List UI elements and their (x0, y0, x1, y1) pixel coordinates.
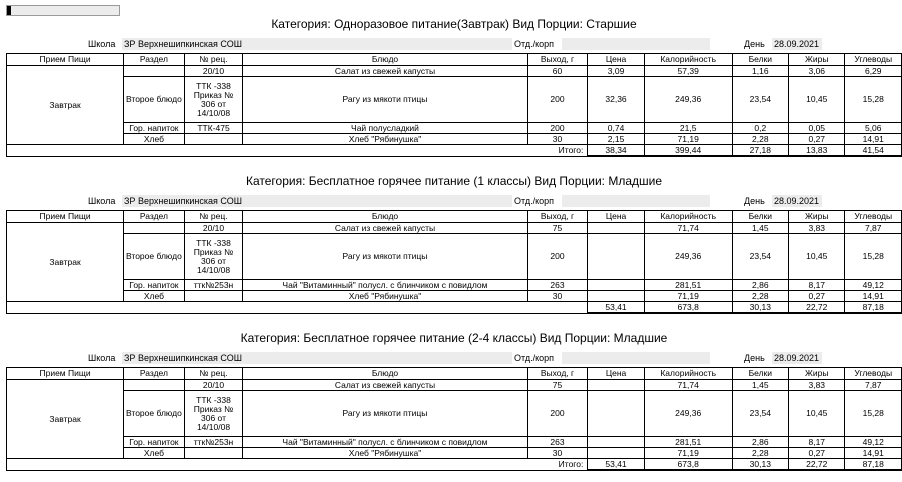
calories-cell: 71,19 (644, 291, 732, 302)
protein-cell: 1,45 (732, 380, 788, 391)
section-cell: Хлеб (124, 291, 185, 302)
output-cell: 200 (527, 77, 588, 123)
price-cell (588, 234, 644, 280)
protein-cell: 1,45 (732, 223, 788, 234)
header-calories: Калорийность (644, 54, 732, 66)
recipe-cell: ттк№253н (184, 280, 243, 291)
header-price: Цена (588, 368, 644, 380)
calories-cell: 249,36 (644, 234, 732, 280)
menu-table (6, 210, 902, 314)
total-fat: 22,72 (789, 459, 845, 471)
recipe-cell: 20/10 (184, 380, 243, 391)
carbs-cell: 14,91 (845, 134, 902, 145)
total-protein: 30,13 (732, 459, 788, 471)
day-label: День (744, 353, 765, 363)
school-value: ЗР Верхнешипкинская СОШ (122, 195, 512, 207)
section-cell: Хлеб (124, 448, 185, 459)
header-protein: Белки (732, 211, 788, 223)
school-info-row (6, 352, 902, 364)
output-cell: 75 (527, 223, 588, 234)
meal-cell: Завтрак (7, 223, 124, 302)
output-cell: 200 (527, 234, 588, 280)
school-label: Школа (88, 196, 116, 206)
otd-label: Отд./корп (514, 196, 554, 206)
total-fat: 13,83 (789, 145, 845, 157)
total-carbs: 41,54 (845, 145, 902, 157)
section-cell: Гор. напиток (124, 280, 185, 291)
price-cell (588, 380, 644, 391)
calories-cell: 281,51 (644, 280, 732, 291)
meal-cell: Завтрак (7, 380, 124, 459)
header-fat: Жиры (789, 211, 845, 223)
section-cell: Гор. напиток (124, 437, 185, 448)
table-row (7, 280, 902, 291)
fat-cell: 8,17 (789, 437, 845, 448)
recipe-cell: 20/10 (184, 223, 243, 234)
table-row (7, 380, 902, 391)
price-cell (588, 437, 644, 448)
recipe-cell (184, 134, 243, 145)
header-recipe: № рец. (184, 368, 243, 380)
total-carbs: 87,18 (845, 459, 902, 471)
school-value: ЗР Верхнешипкинская СОШ (122, 352, 512, 364)
protein-cell: 0,2 (732, 123, 788, 134)
output-cell: 200 (527, 391, 588, 437)
protein-cell: 23,54 (732, 391, 788, 437)
day-label: День (744, 39, 765, 49)
otd-value (562, 195, 710, 207)
total-carbs: 87,18 (845, 302, 902, 314)
price-cell: 0,74 (588, 123, 644, 134)
table-row (7, 437, 902, 448)
carbs-cell: 49,12 (845, 280, 902, 291)
carbs-cell: 7,87 (845, 223, 902, 234)
recipe-cell: ТТК -338 Приказ № 306 от 14/10/08 (184, 234, 243, 280)
total-calories: 673,8 (644, 459, 732, 471)
total-protein: 30,13 (732, 302, 788, 314)
category-title: Категория: Бесплатное горячее питание (1 классы) Вид Порции: Младшие (245, 174, 663, 188)
menu-table (6, 53, 902, 157)
calories-cell: 71,74 (644, 223, 732, 234)
header-fat: Жиры (789, 368, 845, 380)
date-value: 28.09.2021 (772, 38, 822, 50)
calories-cell: 57,39 (644, 66, 732, 77)
output-cell: 30 (527, 448, 588, 459)
table-row (7, 391, 902, 437)
recipe-cell: 20/10 (184, 66, 243, 77)
total-label: Итого: (7, 459, 588, 471)
fat-cell: 10,45 (789, 391, 845, 437)
calories-cell: 249,36 (644, 391, 732, 437)
protein-cell: 2,28 (732, 448, 788, 459)
table-row (7, 123, 902, 134)
section-cell (124, 380, 185, 391)
dish-cell: Чай "Витаминный" полусл. с блинчиком с повидлом (243, 437, 527, 448)
header-output: Выход, г (527, 211, 588, 223)
carbs-cell: 15,28 (845, 391, 902, 437)
table-row (7, 291, 902, 302)
total-protein: 27,18 (732, 145, 788, 157)
meal-cell: Завтрак (7, 66, 124, 145)
price-cell (588, 391, 644, 437)
output-cell: 75 (527, 380, 588, 391)
recipe-cell: ТТК -338 Приказ № 306 от 14/10/08 (184, 391, 243, 437)
output-cell: 60 (527, 66, 588, 77)
header-row (7, 368, 902, 380)
header-carbs: Углеводы (845, 368, 902, 380)
header-section: Раздел (124, 211, 185, 223)
carbs-cell: 5,06 (845, 123, 902, 134)
dish-cell: Чай "Витаминный" полусл. с блинчиком с повидлом (243, 280, 527, 291)
dish-cell: Хлеб "Рябинушка" (243, 134, 527, 145)
fat-cell: 10,45 (789, 234, 845, 280)
header-fat: Жиры (789, 54, 845, 66)
dish-cell: Рагу из мякоти птицы (243, 77, 527, 123)
output-cell: 263 (527, 437, 588, 448)
date-value: 28.09.2021 (772, 352, 822, 364)
total-fat: 22,72 (789, 302, 845, 314)
table-row (7, 66, 902, 77)
calories-cell: 249,36 (644, 77, 732, 123)
header-protein: Белки (732, 54, 788, 66)
section-cell: Гор. напиток (124, 123, 185, 134)
dish-cell: Салат из свежей капусты (243, 380, 527, 391)
carbs-cell: 6,29 (845, 66, 902, 77)
school-info-row (6, 38, 902, 50)
recipe-cell (184, 291, 243, 302)
output-cell: 200 (527, 123, 588, 134)
price-cell (588, 223, 644, 234)
school-label: Школа (88, 39, 116, 49)
protein-cell: 23,54 (732, 234, 788, 280)
school-label: Школа (88, 353, 116, 363)
section-cell: Второе блюдо (124, 234, 185, 280)
header-meal: Прием Пищи (7, 54, 124, 66)
menu-table (6, 367, 902, 471)
price-cell: 32,36 (588, 77, 644, 123)
table-row (7, 77, 902, 123)
calories-cell: 21,5 (644, 123, 732, 134)
section-cell (124, 66, 185, 77)
total-row (7, 145, 902, 157)
calories-cell: 71,19 (644, 448, 732, 459)
header-price: Цена (588, 211, 644, 223)
header-output: Выход, г (527, 54, 588, 66)
price-cell: 2,15 (588, 134, 644, 145)
recipe-cell (184, 448, 243, 459)
header-meal: Прием Пищи (7, 368, 124, 380)
header-carbs: Углеводы (845, 211, 902, 223)
output-cell: 263 (527, 280, 588, 291)
school-info-row (6, 195, 902, 207)
total-label (7, 302, 588, 314)
output-cell: 30 (527, 134, 588, 145)
date-value: 28.09.2021 (772, 195, 822, 207)
fat-cell: 3,83 (789, 380, 845, 391)
protein-cell: 1,16 (732, 66, 788, 77)
category-title: Категория: Одноразовое питание(Завтрак) Вид Порции: Старшие (271, 17, 637, 31)
total-calories: 399,44 (644, 145, 732, 157)
carbs-cell: 49,12 (845, 437, 902, 448)
protein-cell: 2,86 (732, 437, 788, 448)
header-calories: Калорийность (644, 211, 732, 223)
header-protein: Белки (732, 368, 788, 380)
protein-cell: 23,54 (732, 77, 788, 123)
header-row (7, 54, 902, 66)
fat-cell: 10,45 (789, 77, 845, 123)
section-cell: Второе блюдо (124, 391, 185, 437)
total-row (7, 459, 902, 471)
header-row (7, 211, 902, 223)
dish-cell: Рагу из мякоти птицы (243, 391, 527, 437)
day-label: День (744, 196, 765, 206)
header-recipe: № рец. (184, 211, 243, 223)
header-section: Раздел (124, 368, 185, 380)
dish-cell: Хлеб "Рябинушка" (243, 291, 527, 302)
recipe-cell: ТТК-475 (184, 123, 243, 134)
header-output: Выход, г (527, 368, 588, 380)
carbs-cell: 14,91 (845, 448, 902, 459)
carbs-cell: 15,28 (845, 77, 902, 123)
dish-cell: Салат из свежей капусты (243, 223, 527, 234)
total-price: 38,34 (588, 145, 644, 157)
window-scroll-handle[interactable] (6, 5, 120, 16)
section-cell: Второе блюдо (124, 77, 185, 123)
fat-cell: 0,05 (789, 123, 845, 134)
price-cell (588, 280, 644, 291)
price-cell (588, 448, 644, 459)
header-dish: Блюдо (243, 368, 527, 380)
header-carbs: Углеводы (845, 54, 902, 66)
protein-cell: 2,28 (732, 291, 788, 302)
protein-cell: 2,86 (732, 280, 788, 291)
fat-cell: 8,17 (789, 280, 845, 291)
header-meal: Прием Пищи (7, 211, 124, 223)
otd-label: Отд./корп (514, 353, 554, 363)
output-cell: 30 (527, 291, 588, 302)
school-value: ЗР Верхнешипкинская СОШ (122, 38, 512, 50)
table-row (7, 234, 902, 280)
total-calories: 673,8 (644, 302, 732, 314)
fat-cell: 0,27 (789, 448, 845, 459)
recipe-cell: ТТК -338 Приказ № 306 от 14/10/08 (184, 77, 243, 123)
category-title: Категория: Бесплатное горячее питание (2-4 классы) Вид Порции: Младшие (240, 331, 668, 345)
header-dish: Блюдо (243, 211, 527, 223)
section-cell (124, 223, 185, 234)
section-cell: Хлеб (124, 134, 185, 145)
carbs-cell: 14,91 (845, 291, 902, 302)
total-price: 53,41 (588, 302, 644, 314)
price-cell: 3,09 (588, 66, 644, 77)
otd-value (562, 38, 710, 50)
recipe-cell: ттк№253н (184, 437, 243, 448)
carbs-cell: 15,28 (845, 234, 902, 280)
calories-cell: 281,51 (644, 437, 732, 448)
table-row (7, 448, 902, 459)
price-cell (588, 291, 644, 302)
calories-cell: 71,19 (644, 134, 732, 145)
protein-cell: 2,28 (732, 134, 788, 145)
header-section: Раздел (124, 54, 185, 66)
otd-label: Отд./корп (514, 39, 554, 49)
total-row (7, 302, 902, 314)
total-price: 53,41 (588, 459, 644, 471)
fat-cell: 3,06 (789, 66, 845, 77)
fat-cell: 0,27 (789, 134, 845, 145)
header-calories: Калорийность (644, 368, 732, 380)
table-row (7, 223, 902, 234)
header-price: Цена (588, 54, 644, 66)
carbs-cell: 7,87 (845, 380, 902, 391)
dish-cell: Чай полусладкий (243, 123, 527, 134)
header-recipe: № рец. (184, 54, 243, 66)
dish-cell: Рагу из мякоти птицы (243, 234, 527, 280)
total-label: Итого: (7, 145, 588, 157)
dish-cell: Хлеб "Рябинушка" (243, 448, 527, 459)
calories-cell: 71,74 (644, 380, 732, 391)
fat-cell: 3,83 (789, 223, 845, 234)
otd-value (562, 352, 710, 364)
header-dish: Блюдо (243, 54, 527, 66)
table-row (7, 134, 902, 145)
fat-cell: 0,27 (789, 291, 845, 302)
dish-cell: Салат из свежей капусты (243, 66, 527, 77)
